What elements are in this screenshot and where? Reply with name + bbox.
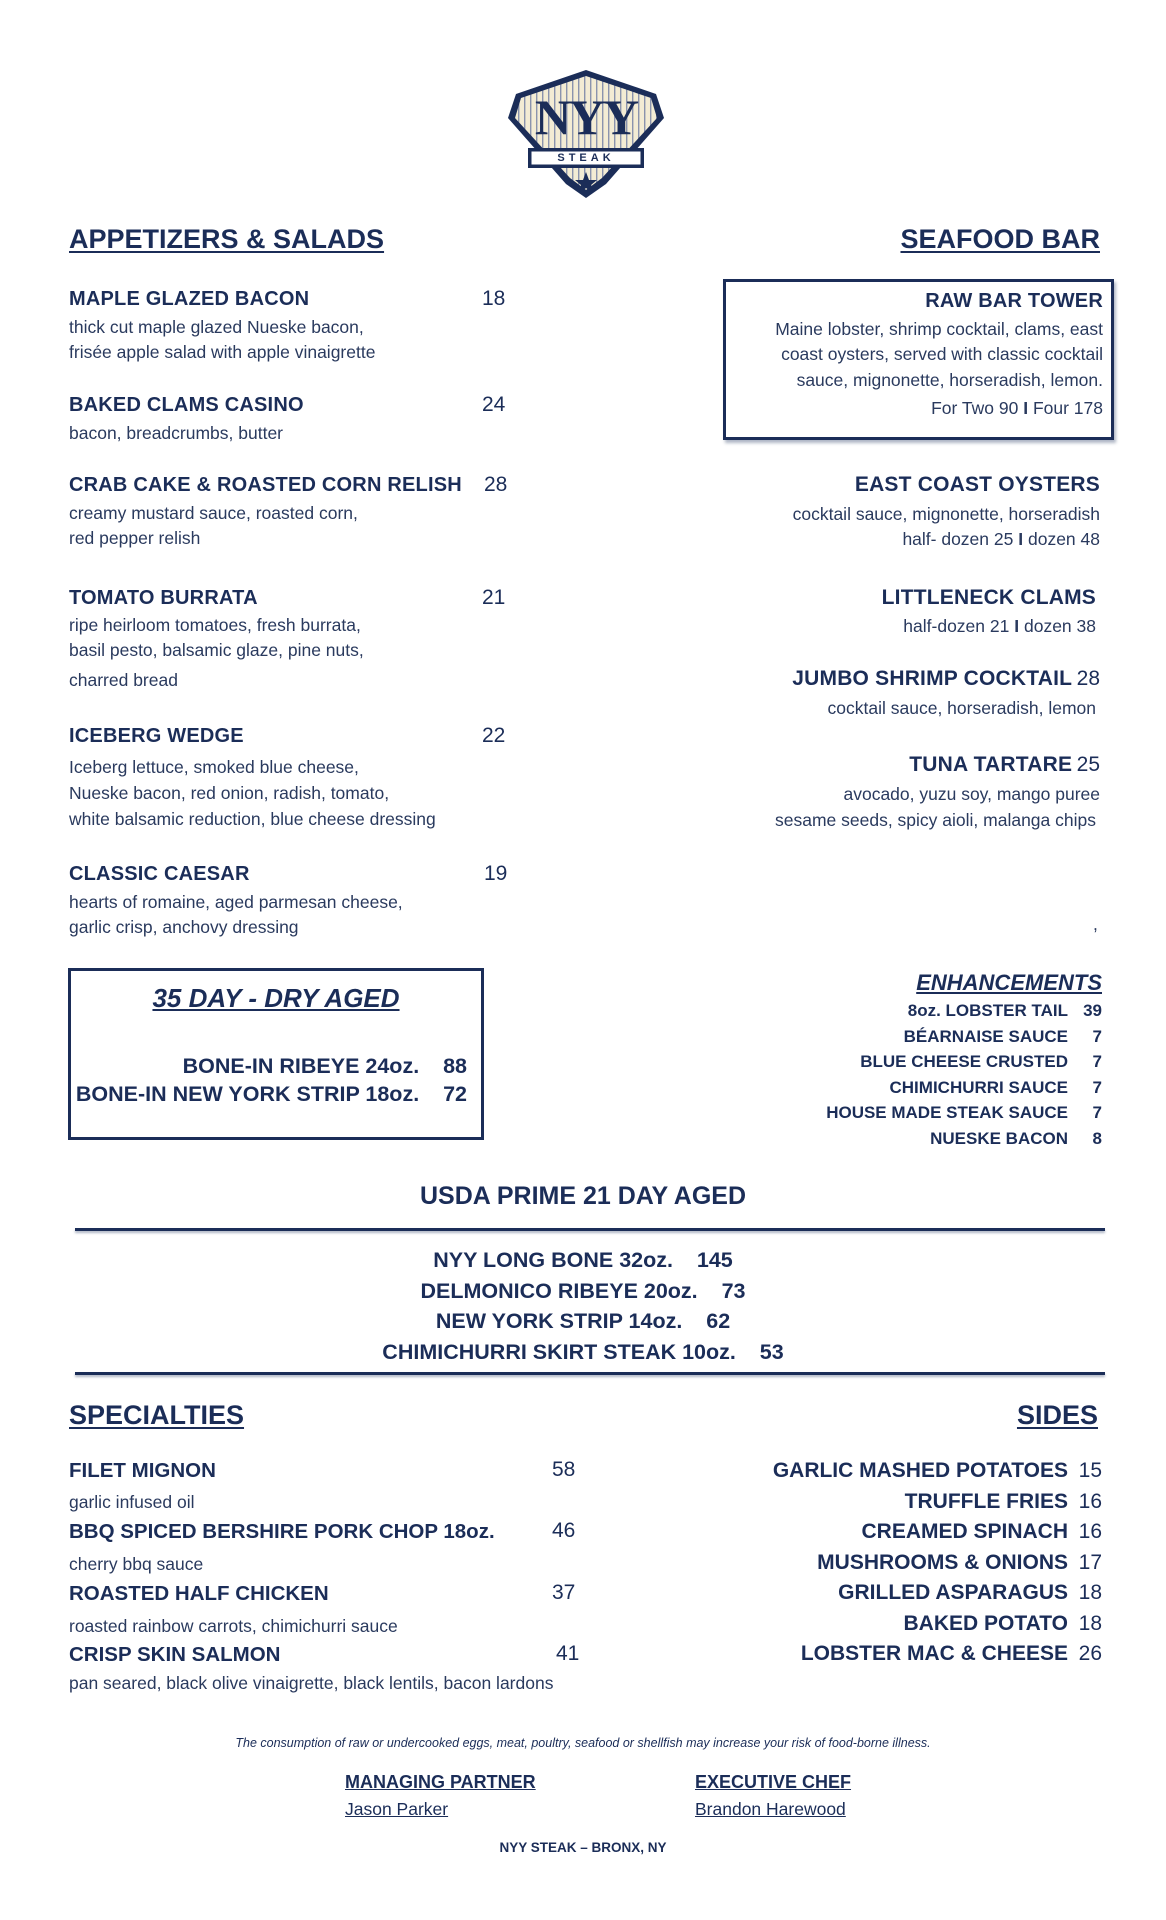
prime-item	[0, 1337, 1166, 1368]
appetizer-name: CLASSIC CAESAR	[69, 863, 250, 885]
dry-aged-item	[183, 1051, 467, 1082]
disclaimer: The consumption of raw or undercooked eggs, meat, poultry, seafood or shellfish may increase your risk of food-borne illness.	[235, 1736, 931, 1750]
prime-title: USDA PRIME 21 DAY AGED	[419, 1182, 746, 1210]
specialty-name: BBQ SPICED BERSHIRE PORK CHOP 18oz.	[69, 1520, 495, 1543]
enhancement-name: BÉARNAISE SAUCE	[903, 1026, 1068, 1046]
seafood-title: SEAFOOD BAR	[900, 224, 1100, 254]
prime-item	[0, 1245, 1166, 1276]
separator: I	[1018, 529, 1024, 549]
prime-price: 145	[696, 1248, 733, 1272]
side-name: CREAMED SPINACH	[861, 1520, 1068, 1543]
enhancement-row	[780, 1024, 1102, 1050]
prime-top-rule	[75, 1228, 1105, 1231]
appetizer-price: 21	[482, 586, 506, 609]
side-price: 18	[1078, 1611, 1102, 1635]
dry-aged-price: 88	[443, 1054, 467, 1078]
dry-aged-title: 35 DAY - DRY AGED	[152, 983, 400, 1013]
executive-chef-title: EXECUTIVE CHEF	[695, 1772, 852, 1792]
side-name: BAKED POTATO	[903, 1611, 1068, 1635]
enhancement-price: 39	[1083, 1001, 1102, 1020]
clams-dozen-price: dozen 38	[1023, 616, 1096, 636]
side-name: TRUFFLE FRIES	[904, 1489, 1068, 1513]
dry-aged-name: BONE-IN RIBEYE 24oz.	[182, 1054, 420, 1078]
raw-bar-tower-box	[723, 279, 1114, 440]
appetizer-desc: basil pesto, balsamic glaze, pine nuts,	[69, 640, 364, 660]
sides-list	[700, 1456, 1102, 1670]
appetizer-name: TOMATO BURRATA	[69, 587, 258, 609]
prime-name: DELMONICO RIBEYE 20oz.	[420, 1278, 698, 1303]
specialty-desc: garlic infused oil	[69, 1492, 195, 1512]
raw-bar-tower-desc: sauce, mignonette, horseradish, lemon.	[796, 370, 1103, 390]
oysters-desc: cocktail sauce, mignonette, horseradish	[792, 504, 1100, 524]
appetizer-desc: white balsamic reduction, blue cheese dressing	[69, 809, 436, 829]
appetizer-desc: thick cut maple glazed Nueske bacon,	[69, 317, 364, 337]
separator: I	[1023, 398, 1029, 418]
specialty-price: 46	[552, 1519, 576, 1542]
specialty-name: CRISP SKIN SALMON	[69, 1643, 281, 1666]
appetizer-price: 28	[484, 473, 508, 496]
side-price: 16	[1078, 1520, 1102, 1543]
oysters-name: EAST COAST OYSTERS	[854, 473, 1100, 496]
specialties-title: SPECIALTIES	[69, 1400, 245, 1430]
appetizer-name: CRAB CAKE & ROASTED CORN RELISH	[69, 474, 462, 496]
side-row	[700, 1548, 1102, 1579]
location: NYY STEAK – BRONX, NY	[499, 1840, 667, 1855]
price-four: Four 178	[1032, 398, 1103, 418]
appetizer-desc: ripe heirloom tomatoes, fresh burrata,	[69, 615, 361, 635]
specialty-desc: cherry bbq sauce	[69, 1554, 204, 1574]
specialty-price: 58	[552, 1458, 576, 1481]
enhancement-row	[780, 1100, 1102, 1126]
enhancement-name: HOUSE MADE STEAK SAUCE	[826, 1103, 1068, 1123]
tuna-price: 25	[1076, 753, 1100, 776]
appetizers-title: APPETIZERS & SALADS	[69, 224, 385, 254]
shrimp-heading	[792, 667, 1100, 691]
side-row	[700, 1609, 1102, 1640]
appetizer-desc: red pepper relish	[69, 528, 201, 548]
clams-name: LITTLENECK CLAMS	[881, 586, 1096, 609]
appetizer-name: MAPLE GLAZED BACON	[69, 288, 310, 310]
specialty-price: 41	[556, 1642, 580, 1665]
prime-name: NYY LONG BONE 32oz.	[433, 1248, 673, 1272]
separator: I	[1014, 616, 1020, 636]
side-row	[700, 1456, 1102, 1487]
prime-price: 53	[759, 1339, 784, 1364]
appetizer-name: BAKED CLAMS CASINO	[69, 394, 304, 416]
oysters-price	[902, 527, 1100, 552]
shrimp-price: 28	[1076, 667, 1100, 690]
enhancement-name: CHIMICHURRI SAUCE	[889, 1077, 1068, 1097]
specialty-price: 37	[552, 1581, 576, 1604]
appetizer-desc: bacon, breadcrumbs, butter	[69, 423, 284, 443]
specialty-name: FILET MIGNON	[69, 1459, 216, 1482]
appetizer-price: 24	[482, 393, 506, 416]
specialty-desc: roasted rainbow carrots, chimichurri sauce	[69, 1616, 398, 1636]
tuna-desc: sesame seeds, spicy aioli, malanga chips	[775, 810, 1096, 830]
oysters-dozen-price: dozen 48	[1027, 529, 1100, 549]
dry-aged-price: 72	[443, 1082, 467, 1106]
prime-name: CHIMICHURRI SKIRT STEAK 10oz.	[382, 1339, 736, 1364]
side-name: MUSHROOMS & ONIONS	[817, 1550, 1068, 1574]
enhancement-price: 7	[1092, 1077, 1102, 1097]
prime-price: 62	[706, 1309, 731, 1333]
managing-partner-name[interactable]: Jason Parker	[345, 1799, 449, 1819]
enhancement-price: 7	[1092, 1103, 1102, 1123]
appetizer-desc: charred bread	[69, 670, 178, 690]
specialty-name: ROASTED HALF CHICKEN	[69, 1582, 329, 1605]
raw-bar-tower-desc: Maine lobster, shrimp cocktail, clams, east	[775, 319, 1103, 339]
enhancements-list	[780, 998, 1102, 1152]
prime-item	[0, 1276, 1166, 1307]
side-name: LOBSTER MAC & CHEESE	[800, 1642, 1068, 1665]
side-row	[700, 1517, 1102, 1548]
raw-bar-tower-name: RAW BAR TOWER	[925, 290, 1103, 312]
enhancement-name: NUESKE BACON	[930, 1128, 1068, 1148]
enhancement-name: BLUE CHEESE CRUSTED	[860, 1052, 1068, 1072]
logo-text: NYY	[534, 89, 638, 145]
appetizer-desc: creamy mustard sauce, roasted corn,	[69, 503, 358, 523]
logo	[506, 66, 666, 202]
appetizer-desc: frisée apple salad with apple vinaigrette	[69, 342, 376, 362]
sides-title: SIDES	[1016, 1400, 1098, 1430]
prime-name: NEW YORK STRIP 14oz.	[435, 1309, 683, 1333]
dry-aged-item	[76, 1079, 467, 1110]
side-price: 16	[1078, 1489, 1102, 1513]
tuna-name: TUNA TARTARE	[909, 753, 1073, 776]
dry-aged-box	[68, 968, 484, 1140]
enhancement-row	[780, 1126, 1102, 1152]
clams-price	[903, 614, 1096, 639]
specialty-desc: pan seared, black olive vinaigrette, black lentils, bacon lardons	[69, 1673, 554, 1693]
raw-bar-tower-desc: coast oysters, served with classic cocktail	[781, 344, 1103, 364]
prime-item	[0, 1306, 1166, 1337]
enhancement-price: 7	[1092, 1052, 1102, 1072]
appetizer-price: 19	[484, 862, 508, 885]
executive-chef-name[interactable]: Brandon Harewood	[695, 1799, 846, 1819]
appetizer-name: ICEBERG WEDGE	[69, 725, 244, 747]
dry-aged-name: BONE-IN NEW YORK STRIP 18oz.	[75, 1082, 420, 1106]
side-row	[700, 1487, 1102, 1518]
prime-bottom-rule	[75, 1372, 1105, 1375]
price-for-two: For Two 90	[931, 398, 1019, 418]
prime-list	[0, 1245, 1166, 1367]
appetizer-price: 22	[482, 724, 506, 747]
tuna-desc: avocado, yuzu soy, mango puree	[843, 784, 1100, 804]
enhancement-price: 7	[1092, 1026, 1102, 1046]
side-price: 18	[1078, 1581, 1102, 1604]
appetizer-desc: Iceberg lettuce, smoked blue cheese,	[69, 757, 359, 777]
raw-bar-tower-price	[931, 396, 1103, 421]
side-price: 26	[1078, 1642, 1102, 1665]
managing-partner-title: MANAGING PARTNER	[345, 1772, 536, 1792]
enhancement-row	[780, 998, 1102, 1024]
appetizer-desc: Nueske bacon, red onion, radish, tomato,	[69, 783, 390, 803]
appetizer-desc: garlic crisp, anchovy dressing	[69, 917, 299, 937]
prime-price: 73	[721, 1278, 746, 1303]
appetizer-desc: hearts of romaine, aged parmesan cheese,	[69, 892, 403, 912]
stray-mark: ,	[1093, 914, 1098, 934]
appetizer-price: 18	[482, 287, 506, 310]
enhancement-name: 8oz. LOBSTER TAIL	[907, 1001, 1068, 1020]
logo-subtext: STEAK	[557, 152, 615, 164]
enhancement-row	[780, 1075, 1102, 1101]
side-row	[700, 1578, 1102, 1609]
clams-half-price: half-dozen 21	[903, 616, 1010, 636]
side-name: GRILLED ASPARAGUS	[838, 1581, 1068, 1604]
shrimp-name: JUMBO SHRIMP COCKTAIL	[792, 667, 1073, 690]
side-price: 15	[1078, 1459, 1102, 1482]
side-row	[700, 1639, 1102, 1670]
side-name: GARLIC MASHED POTATOES	[772, 1459, 1068, 1482]
tuna-heading	[909, 753, 1100, 777]
shrimp-desc: cocktail sauce, horseradish, lemon	[827, 698, 1096, 718]
enhancement-price: 8	[1092, 1128, 1102, 1148]
enhancements-title: ENHANCEMENTS	[916, 970, 1102, 995]
side-price: 17	[1078, 1550, 1102, 1574]
enhancement-row	[780, 1049, 1102, 1075]
oysters-half-price: half- dozen 25	[902, 529, 1014, 549]
